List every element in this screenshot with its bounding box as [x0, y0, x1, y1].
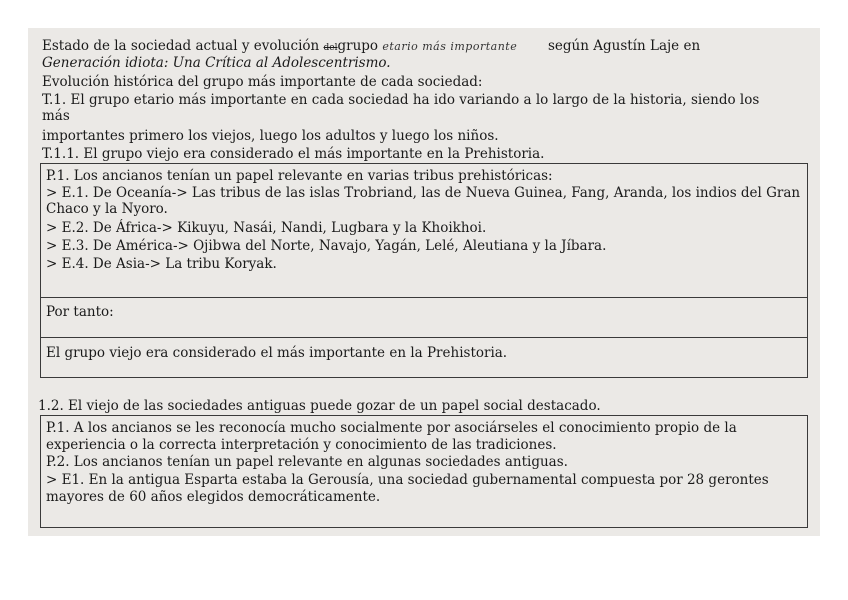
header-post: según Agustín Laje en: [548, 38, 701, 54]
header-grupo: grupo: [337, 38, 379, 54]
scanned-page: [28, 28, 820, 536]
thesis-t11: T.1.1. El grupo viejo era considerado el más importante en la Prehistoria.: [42, 146, 545, 162]
box2-example-1b: mayores de 60 años elegidos democráticamente.: [46, 489, 381, 505]
subtitle: Evolución histórica del grupo más importante de cada sociedad:: [42, 74, 483, 90]
box2-example-1a: > E1. En la antigua Esparta estaba la Gerousía, una sociedad gubernamental compuesta por 28 gerontes: [46, 472, 769, 488]
box2-premise-1a: P.1. A los ancianos se les reconocía mucho socialmente por asociárseles el conocimiento propio de la: [46, 420, 737, 436]
box1-conclusion: El grupo viejo era considerado el más importante en la Prehistoria.: [46, 345, 508, 361]
box1-example-1b: Chaco y la Nyoro.: [46, 201, 168, 217]
section-2-title: 1.2. El viejo de las sociedades antiguas puede gozar de un papel social destacado.: [38, 398, 601, 414]
thesis-t1-line2: más: [42, 108, 70, 124]
header-crossed-word: del: [323, 43, 338, 53]
box2-premise-1b: experiencia o la correcta interpretación y conocimiento de las tradiciones.: [46, 437, 557, 453]
box2-premise-2: P.2. Los ancianos tenían un papel relevante en algunas sociedades antiguas.: [46, 454, 568, 470]
book-title: Generación idiota: Una Crítica al Adolescentrismo.: [42, 55, 391, 71]
box1-divider-1: [40, 297, 808, 298]
handwritten-annotation: etario más importante: [382, 40, 518, 53]
header-pre: Estado de la sociedad actual y evolución: [42, 38, 320, 54]
box1-example-2: > E.2. De África-> Kikuyu, Nasái, Nandi, Lugbara y la Khoikhoi.: [46, 220, 487, 236]
thesis-t1-line1: T.1. El grupo etario más importante en cada sociedad ha ido variando a lo largo de la historia, siendo los: [42, 92, 760, 108]
box1-example-1a: > E.1. De Oceanía-> Las tribus de las islas Trobriand, las de Nueva Guinea, Fang, Aranda, los indios del Gran: [46, 185, 801, 201]
box1-example-3: > E.3. De América-> Ojibwa del Norte, Navajo, Yagán, Lelé, Aleutiana y la Jíbara.: [46, 238, 607, 254]
box1-divider-2: [40, 337, 808, 338]
box1-example-4: > E.4. De Asia-> La tribu Koryak.: [46, 256, 277, 272]
box1-premise: P.1. Los ancianos tenían un papel relevante en varias tribus prehistóricas:: [46, 168, 553, 184]
thesis-t1-line3: importantes primero los viejos, luego los adultos y luego los niños.: [42, 128, 499, 144]
box1-por-tanto: Por tanto:: [46, 304, 114, 320]
header-line-1: [42, 38, 517, 56]
